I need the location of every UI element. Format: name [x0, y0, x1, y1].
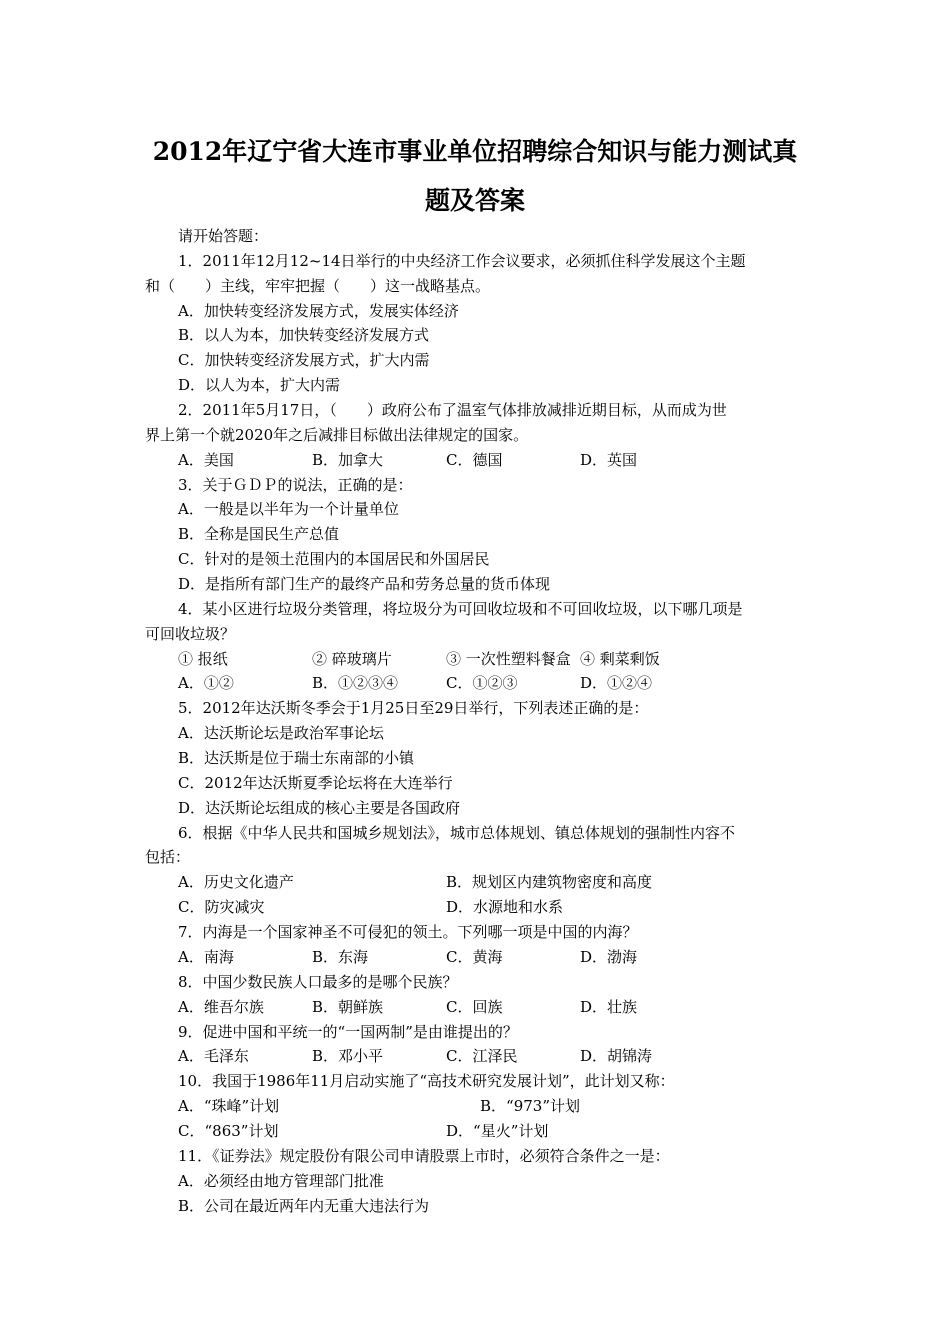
- question-10-option-a: A．“珠峰”计划: [178, 1097, 280, 1116]
- question-4-options: [145, 671, 815, 696]
- question-9-option-a: A．毛泽东: [178, 1047, 249, 1066]
- question-1-option-c: C．加快转变经济发展方式，扩大内需: [178, 351, 430, 370]
- question-4-item-2: ② 碎玻璃片: [312, 649, 392, 668]
- question-8-stem: 8．中国少数民族人口最多的是哪个民族？: [178, 972, 458, 991]
- question-2-options: [145, 448, 815, 473]
- question-5-option-c: C．2012年达沃斯夏季论坛将在大连举行: [178, 773, 453, 792]
- question-2-stem: 2．2011年5月17日，（ ）政府公布了温室气体排放减排近期目标，从而成为世: [178, 401, 727, 420]
- question-6-option-a: A．历史文化遗产: [178, 873, 294, 892]
- question-10-option-c: C．“863”计划: [178, 1121, 279, 1140]
- question-6-option-b: B．规划区内建筑物密度和高度: [446, 873, 653, 892]
- question-8-option-d: D．壮族: [580, 997, 638, 1016]
- question-2-option-d: D．英国: [580, 450, 638, 469]
- question-2-option-a: A．美国: [178, 450, 234, 469]
- question-3-option-c: C．针对的是领土范围内的本国居民和外国居民: [178, 550, 490, 569]
- question-8-options: [145, 995, 815, 1020]
- question-5-option-d: D．达沃斯论坛组成的核心主要是各国政府: [178, 798, 461, 817]
- question-6-options-row-2: [145, 895, 815, 920]
- question-4-item-1: ① 报纸: [178, 649, 228, 668]
- page-title-line-2: 题及答案: [424, 186, 525, 215]
- question-4-item-4: ④ 剩菜剩饭: [580, 649, 660, 668]
- question-6-option-c: C．防灾减灾: [178, 898, 265, 917]
- question-6-stem-cont: 包括：: [145, 848, 191, 867]
- question-7-option-c: C．黄海: [446, 947, 503, 966]
- question-1-stem-cont: 和（ ）主线，牢牢把握（ ）这一战略基点。: [145, 276, 491, 295]
- question-3-stem: 3．关于ＧＤＰ的说法，正确的是：: [178, 475, 413, 494]
- question-4-stem: 4．某小区进行垃圾分类管理，将垃圾分为可回收垃圾和不可回收垃圾，以下哪几项是: [178, 599, 743, 618]
- question-6-stem: 6．根据《中华人民共和国城乡规划法》，城市总体规划、镇总体规划的强制性内容不: [178, 823, 736, 842]
- question-2-option-b: B．加拿大: [312, 450, 384, 469]
- question-7-options: [145, 945, 815, 970]
- question-4-option-a: A．①②: [178, 674, 234, 693]
- question-7-option-a: A．南海: [178, 947, 234, 966]
- question-2-stem-cont: 界上第一个就2020年之后减排目标做出法律规定的国家。: [145, 425, 529, 444]
- question-9-option-b: B．邓小平: [312, 1047, 384, 1066]
- question-4-item-3: ③ 一次性塑料餐盒: [446, 649, 571, 668]
- question-4-stem-cont: 可回收垃圾？: [145, 624, 236, 643]
- question-4-items: [145, 647, 815, 672]
- question-9-option-c: C．江泽民: [446, 1047, 518, 1066]
- question-2-option-c: C．德国: [446, 450, 503, 469]
- question-10-options-row-2: [145, 1119, 815, 1144]
- question-1-stem: 1．2011年12月12~14日举行的中央经济工作会议要求，必须抓住科学发展这个主题: [178, 251, 746, 270]
- question-5-option-b: B．达沃斯是位于瑞士东南部的小镇: [178, 749, 415, 768]
- question-6-option-d: D．水源地和水系: [446, 898, 564, 917]
- question-5-stem: 5．2012年达沃斯冬季会于1月25日至29日举行，下列表述正确的是：: [178, 699, 649, 718]
- document-body: [145, 224, 815, 1218]
- question-3-option-d: D．是指所有部门生产的最终产品和劳务总量的货币体现: [178, 575, 551, 594]
- question-11-option-a: A．必须经由地方管理部门批准: [178, 1171, 384, 1190]
- question-7-option-b: B．东海: [312, 947, 369, 966]
- question-8-option-a: A．维吾尔族: [178, 997, 264, 1016]
- question-10-option-b: B．“973”计划: [480, 1097, 580, 1116]
- question-4-option-d: D．①②④: [580, 674, 653, 693]
- question-1-option-a: A．加快转变经济发展方式，发展实体经济: [178, 301, 459, 320]
- page-title-line-1: 2012年辽宁省大连市事业单位招聘综合知识与能力测试真: [152, 137, 798, 166]
- question-5-option-a: A．达沃斯论坛是政治军事论坛: [178, 724, 384, 743]
- question-8-option-c: C．回族: [446, 997, 503, 1016]
- intro-text: 请开始答题：: [178, 227, 269, 245]
- question-1-option-d: D．以人为本，扩大内需: [178, 376, 341, 395]
- question-9-option-d: D．胡锦涛: [580, 1047, 653, 1066]
- question-4-option-c: C．①②③: [446, 674, 518, 693]
- question-7-option-d: D．渤海: [580, 947, 638, 966]
- question-6-options-row-1: [145, 870, 815, 895]
- question-3-option-b: B．全称是国民生产总值: [178, 525, 340, 544]
- question-4-option-b: B．①②③④: [312, 674, 399, 693]
- question-9-stem: 9．促进中国和平统一的“一国两制”是由谁提出的？: [178, 1022, 518, 1041]
- question-3-option-a: A．一般是以半年为一个计量单位: [178, 500, 399, 519]
- question-9-options: [145, 1044, 815, 1069]
- question-1-option-b: B．以人为本，加快转变经济发展方式: [178, 326, 430, 345]
- question-11-stem: 11．《证券法》规定股份有限公司申请股票上市时，必须符合条件之一是：: [178, 1146, 670, 1165]
- question-7-stem: 7．内海是一个国家神圣不可侵犯的领土。下列哪一项是中国的内海？: [178, 923, 638, 942]
- question-10-stem: 10．我国于1986年11月启动实施了“高技术研究发展计划”，此计划又称：: [178, 1072, 675, 1091]
- question-8-option-b: B．朝鲜族: [312, 997, 384, 1016]
- question-10-options-row-1: [145, 1094, 815, 1119]
- question-10-option-d: D．“星火”计划: [446, 1121, 549, 1140]
- question-11-option-b: B．公司在最近两年内无重大违法行为: [178, 1196, 430, 1215]
